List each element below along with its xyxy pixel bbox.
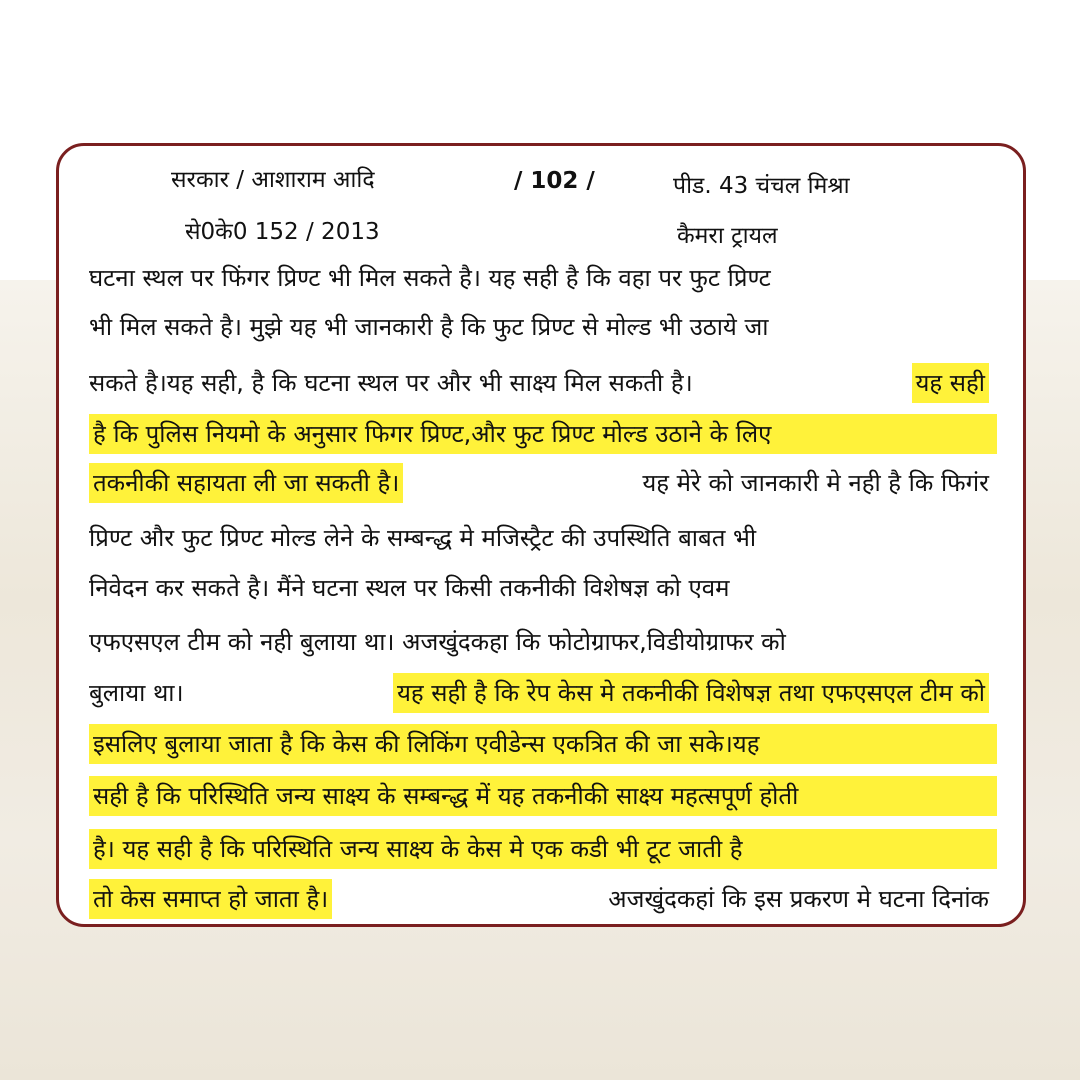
text-line-13 — [89, 879, 989, 919]
text-line-3 — [89, 363, 989, 403]
text-line-13-plain: अजखुंदकहां कि इस प्रकरण मे घटना दिनांक — [608, 885, 989, 913]
text-line-5 — [89, 463, 989, 503]
highlighted-line-10: इसलिए बुलाया जाता है कि केस की लिकिंग एवीडेन्स एकत्रित की जा सके।यह — [89, 724, 997, 764]
text-line-6: प्रिण्ट और फुट प्रिण्ट मोल्ड लेने के सम्बन्द्ध मे मजिस्ट्रैट की उपस्थिति बाबत भी — [89, 524, 757, 552]
highlighted-text: यह सही — [912, 363, 989, 403]
case-number: से0के0 152 / 2013 — [185, 219, 380, 245]
text-line-3-plain: सकते है।यह सही, है कि घटना स्थल पर और भी साक्ष्य मिल सकती है। — [89, 369, 693, 397]
document-scan-card — [56, 143, 1026, 927]
page-number: / 102 / — [514, 168, 595, 194]
text-line-5-plain: यह मेरे को जानकारी मे नही है कि फिगंर — [642, 469, 989, 497]
highlighted-line-12: है। यह सही है कि परिस्थिति जन्य साक्ष्य के केस मे एक कडी भी टूट जाती है — [89, 829, 997, 869]
trial-type: कैमरा ट्रायल — [677, 223, 778, 249]
highlighted-line-11: सही है कि परिस्थिति जन्य साक्ष्य के सम्बन्द्ध में यह तकनीकी साक्ष्य महत्सपूर्ण होती — [89, 776, 997, 816]
text-line-8: एफएसएल टीम को नही बुलाया था। अजखुंदकहा कि फोटोग्राफर,विडीयोग्राफर को — [89, 628, 786, 656]
witness-name: पीड. 43 चंचल मिश्रा — [673, 173, 850, 199]
text-line-7: निवेदन कर सकते है। मैंने घटना स्थल पर किसी तकनीकी विशेषज्ञ को एवम — [89, 574, 730, 602]
highlighted-line-4: है कि पुलिस नियमो के अनुसार फिगर प्रिण्ट,और फुट प्रिण्ट मोल्ड उठाने के लिए — [89, 414, 997, 454]
text-line-9 — [89, 673, 989, 713]
text-line-9-plain: बुलाया था। — [89, 679, 184, 707]
highlighted-text: तो केस समाप्त हो जाता है। — [89, 879, 332, 919]
case-parties: सरकार / आशाराम आदि — [171, 167, 375, 193]
highlighted-text: यह सही है कि रेप केस मे तकनीकी विशेषज्ञ तथा एफएसएल टीम को — [393, 673, 989, 713]
text-line-1: घटना स्थल पर फिंगर प्रिण्ट भी मिल सकते है। यह सही है कि वहा पर फुट प्रिण्ट — [89, 264, 771, 292]
text-line-2: भी मिल सकते है। मुझे यह भी जानकारी है कि फुट प्रिण्ट से मोल्ड भी उठाये जा — [89, 313, 769, 341]
highlighted-text: तकनीकी सहायता ली जा सकती है। — [89, 463, 403, 503]
